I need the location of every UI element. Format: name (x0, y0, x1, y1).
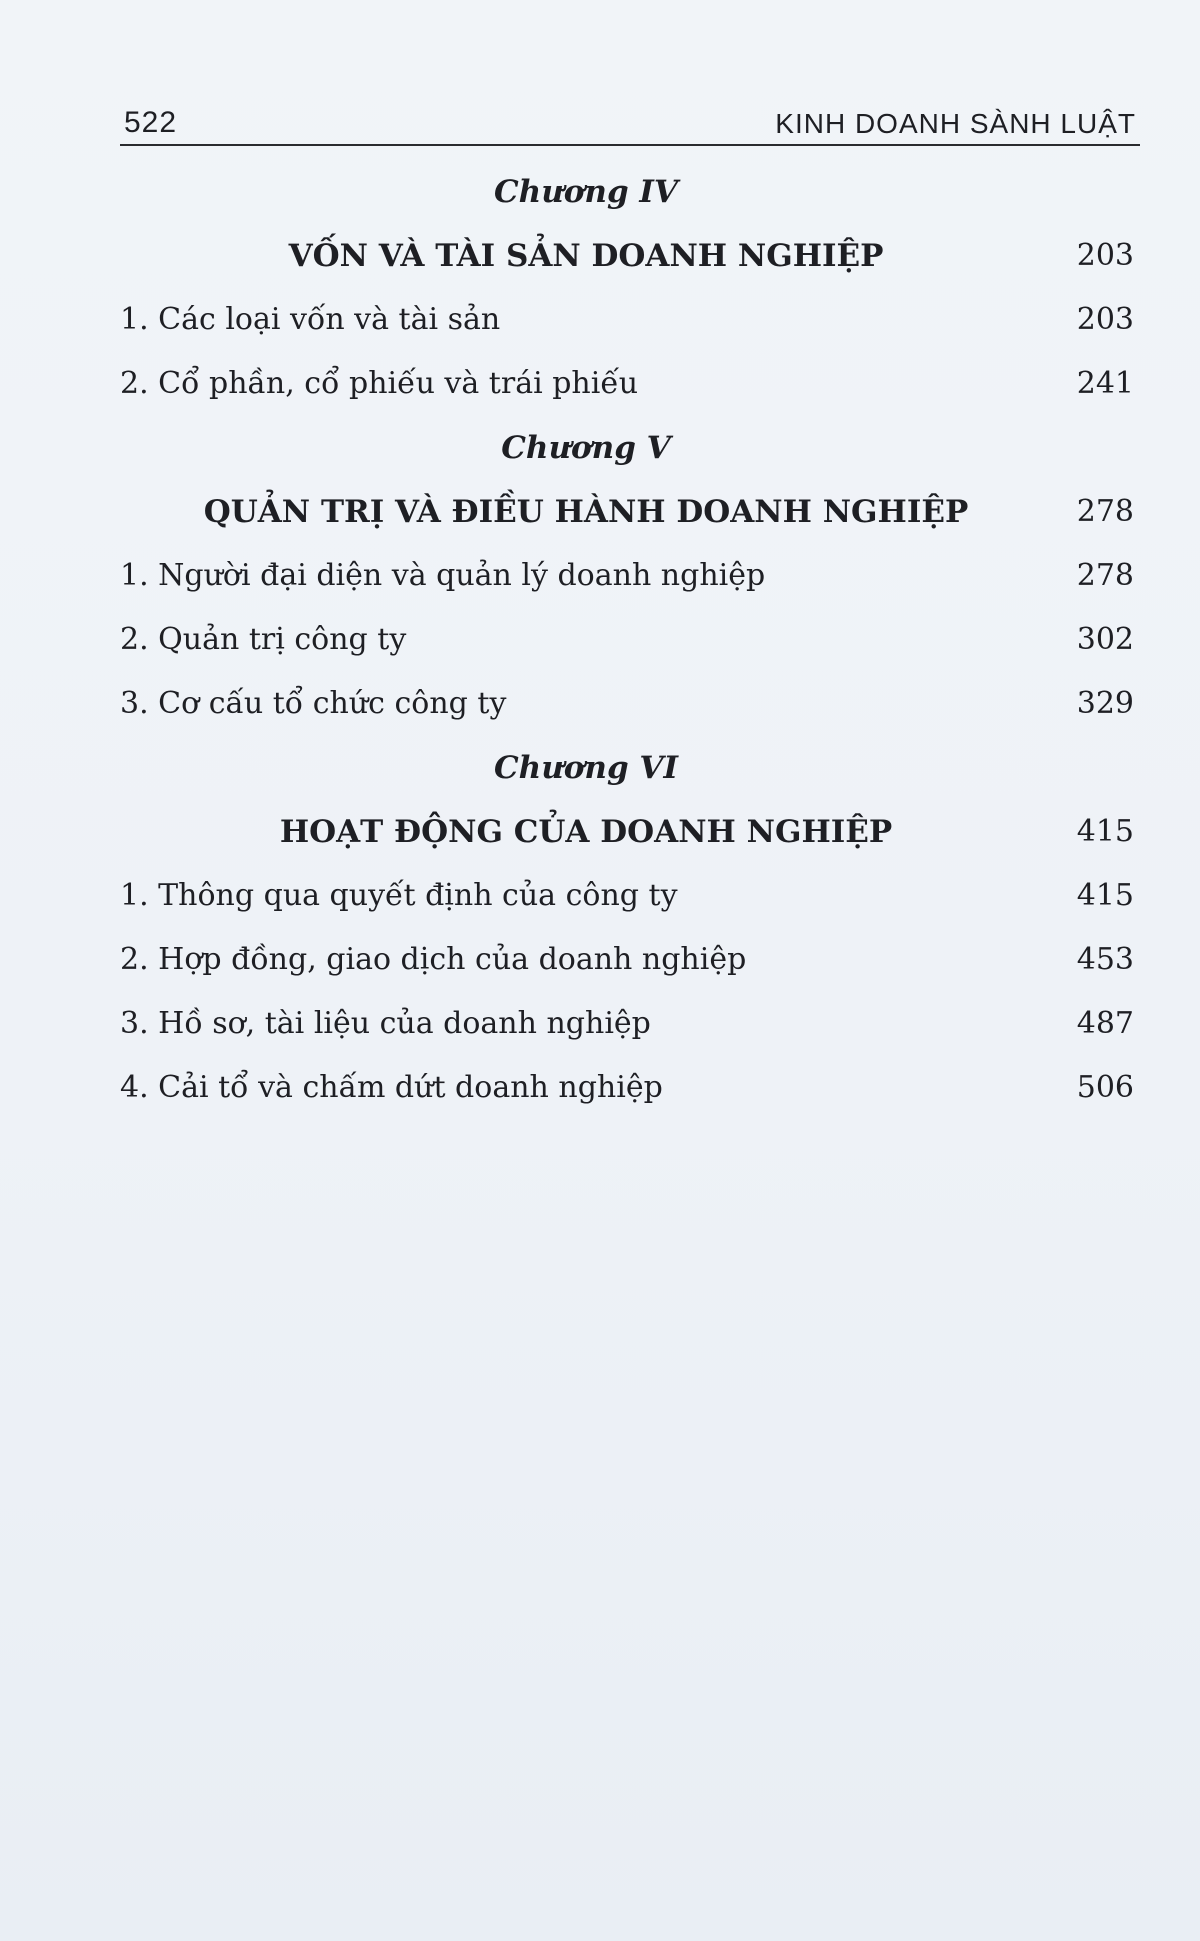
toc-entry-page: 302 (1076, 622, 1134, 657)
chapter-page: 203 (1076, 238, 1134, 273)
toc-entry-text: 2. Cổ phần, cổ phiếu và trái phiếu (120, 366, 639, 401)
toc-entry-page: 241 (1076, 366, 1134, 401)
toc-entry-text: 2. Hợp đồng, giao dịch của doanh nghiệp (120, 942, 747, 977)
chapter-label (118, 736, 1134, 800)
toc-entry-page: 487 (1076, 1006, 1134, 1041)
table-of-contents (118, 160, 1134, 1120)
chapter-label-text: Chương V (501, 430, 671, 466)
toc-entry-text: 3. Hồ sơ, tài liệu của doanh nghiệp (120, 1006, 651, 1041)
page-header (120, 100, 1140, 146)
chapter-label-text: Chương IV (494, 174, 678, 210)
toc-entry (118, 1056, 1134, 1120)
toc-entry (118, 608, 1134, 672)
chapter-title-row (118, 800, 1134, 864)
chapter-label (118, 160, 1134, 224)
toc-entry-page: 453 (1076, 942, 1134, 977)
toc-entry-page: 203 (1076, 302, 1134, 337)
chapter-title-row (118, 480, 1134, 544)
toc-entry (118, 672, 1134, 736)
chapter-page: 278 (1076, 494, 1134, 529)
toc-entry-page: 415 (1076, 878, 1134, 913)
toc-entry-text: 2. Quản trị công ty (120, 622, 407, 657)
toc-entry-page: 278 (1076, 558, 1134, 593)
chapter-title: HOẠT ĐỘNG CỦA DOANH NGHIỆP (279, 814, 893, 850)
chapter-label (118, 416, 1134, 480)
toc-entry (118, 544, 1134, 608)
toc-entry (118, 864, 1134, 928)
toc-entry-page: 506 (1076, 1070, 1134, 1105)
toc-entry-page: 329 (1076, 686, 1134, 721)
chapter-title: VỐN VÀ TÀI SẢN DOANH NGHIỆP (288, 238, 884, 274)
toc-entry (118, 352, 1134, 416)
chapter-page: 415 (1076, 814, 1134, 849)
toc-entry-text: 3. Cơ cấu tổ chức công ty (120, 686, 507, 721)
toc-entry-text: 1. Thông qua quyết định của công ty (120, 878, 678, 913)
toc-entry-text: 4. Cải tổ và chấm dứt doanh nghiệp (120, 1070, 663, 1105)
chapter-label-text: Chương VI (494, 750, 678, 786)
toc-entry (118, 992, 1134, 1056)
chapter-title-row (118, 224, 1134, 288)
chapter-title: QUẢN TRỊ VÀ ĐIỀU HÀNH DOANH NGHIỆP (203, 494, 969, 530)
page-number: 522 (124, 106, 178, 139)
toc-entry-text: 1. Người đại diện và quản lý doanh nghiệp (120, 558, 766, 593)
toc-entry (118, 928, 1134, 992)
running-title: KINH DOANH SÀNH LUẬT (775, 108, 1136, 139)
toc-entry-text: 1. Các loại vốn và tài sản (120, 302, 501, 337)
toc-entry (118, 288, 1134, 352)
